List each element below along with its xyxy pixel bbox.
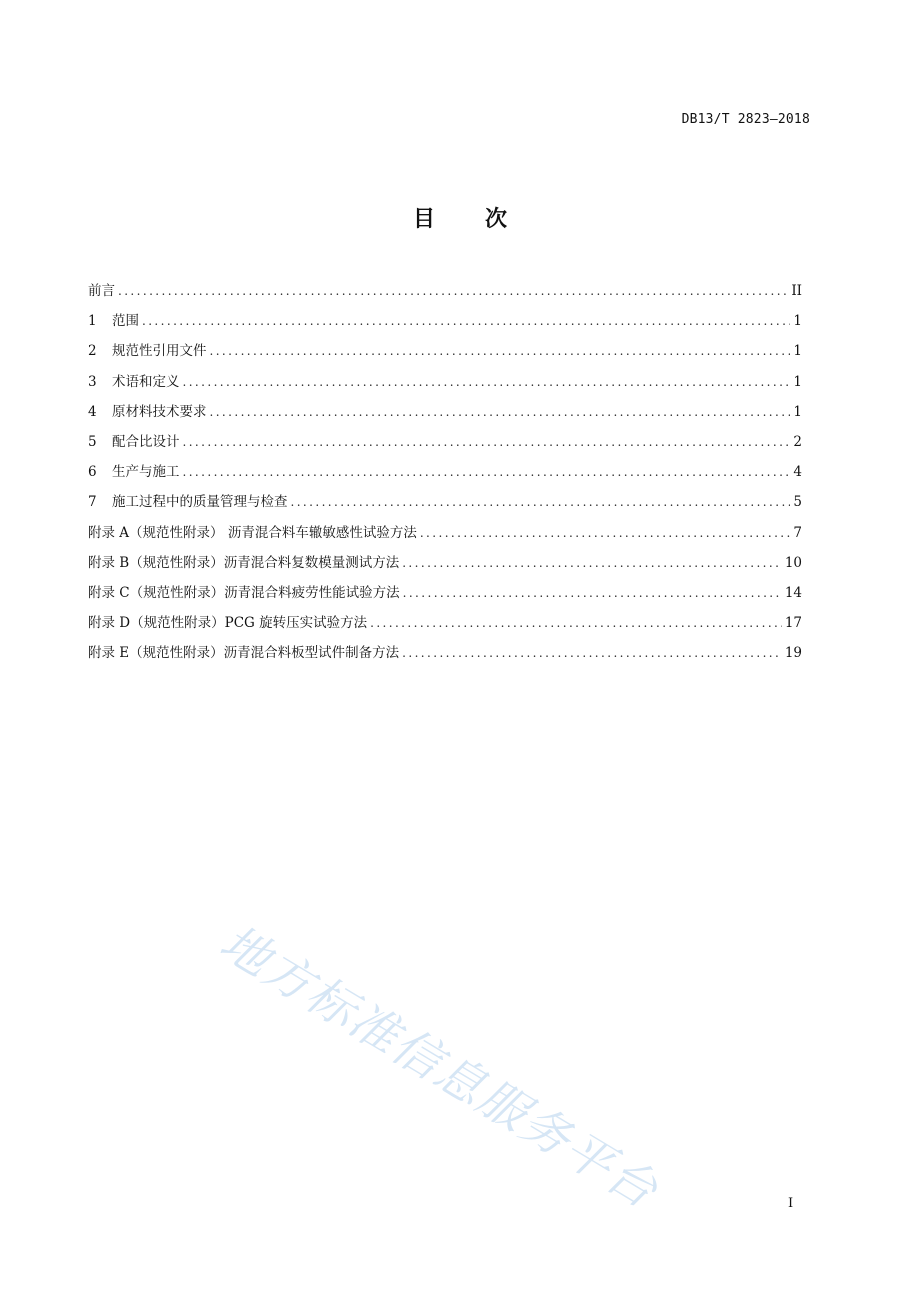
toc-entry-appendix-c[interactable]: [88, 578, 802, 608]
toc-dot-leader: [183, 427, 791, 457]
toc-entry-label: 范围: [112, 313, 139, 330]
toc-dot-leader: [402, 548, 782, 578]
toc-entry-label: 规范性引用文件: [112, 343, 207, 360]
toc-entry-quality-management[interactable]: [88, 487, 802, 517]
toc-entry-label: 配合比设计: [112, 433, 180, 450]
toc-entry-page: 1: [793, 343, 802, 360]
toc-entry-number: 4: [88, 403, 97, 420]
toc-dot-leader: [210, 336, 791, 366]
toc-entry-number: 3: [88, 373, 97, 390]
toc-entry-number: 6: [88, 464, 97, 481]
toc-entry-page: 5: [793, 494, 802, 511]
toc-entry-label: 前言: [88, 283, 115, 299]
toc-entry-label: 附录 A（规范性附录） 沥青混合料车辙敏感性试验方法: [88, 524, 417, 541]
toc-dot-leader: [420, 518, 791, 548]
toc-entry-label: 附录 E（规范性附录）沥青混合料板型试件制备方法: [88, 645, 400, 662]
toc-entry-appendix-b[interactable]: [88, 548, 802, 578]
toc-dot-leader: [402, 638, 782, 668]
toc-entry-label: 原材料技术要求: [112, 403, 207, 420]
document-code: DB13/T 2823—2018: [681, 112, 810, 127]
toc-entry-raw-materials[interactable]: [88, 397, 802, 427]
toc-entry-label: 附录 D（规范性附录）PCG 旋转压实试验方法: [88, 615, 368, 632]
toc-entry-normative-references[interactable]: [88, 336, 802, 366]
toc-entry-appendix-d[interactable]: [88, 608, 802, 638]
toc-title: [0, 202, 920, 233]
toc-title-left: 目: [412, 207, 435, 232]
toc-entry-label: 附录 B（规范性附录）沥青混合料复数模量测试方法: [88, 554, 400, 571]
toc-entry-number: 2: [88, 343, 97, 360]
toc-entry-page: 14: [784, 584, 802, 601]
toc-entry-page: 10: [784, 554, 802, 571]
toc-entry-page: 7: [793, 524, 802, 541]
watermark: 地方标准信息服务平台: [210, 914, 668, 1220]
toc-entry-number: 5: [88, 433, 97, 450]
toc-entry-label: 术语和定义: [112, 373, 180, 390]
toc-title-right: 次: [485, 207, 508, 232]
toc-dot-leader: [403, 578, 782, 608]
toc-entry-number: 1: [88, 313, 97, 330]
toc-entry-page: 1: [793, 373, 802, 390]
toc-dot-leader: [210, 397, 791, 427]
toc-entry-page: 1: [793, 313, 802, 330]
toc-entry-page: 2: [793, 433, 802, 450]
toc-entry-label: 附录 C（规范性附录）沥青混合料疲劳性能试验方法: [88, 584, 400, 601]
toc-entry-number: 7: [88, 494, 97, 511]
toc-entry-appendix-a[interactable]: [88, 518, 802, 548]
toc-dot-leader: [183, 367, 791, 397]
toc-dot-leader: [370, 608, 782, 638]
toc-entry-page: 4: [793, 464, 802, 481]
toc-entry-label: 施工过程中的质量管理与检查: [112, 494, 288, 511]
toc-entry-production-construction[interactable]: [88, 457, 802, 487]
toc-entry-page: 19: [784, 645, 802, 662]
toc-dot-leader: [142, 306, 790, 336]
toc-entry-scope[interactable]: [88, 306, 802, 336]
toc-entry-appendix-e[interactable]: [88, 638, 802, 668]
toc-entry-page: 17: [784, 615, 802, 632]
toc-entry-page: 1: [793, 403, 802, 420]
toc-list: [88, 276, 802, 668]
page-number: I: [788, 1196, 794, 1211]
toc-dot-leader: [118, 276, 788, 306]
toc-entry-mix-design[interactable]: [88, 427, 802, 457]
toc-dot-leader: [291, 487, 791, 517]
toc-entry-terms-definitions[interactable]: [88, 367, 802, 397]
toc-entry-label: 生产与施工: [112, 464, 180, 481]
toc-dot-leader: [183, 457, 791, 487]
toc-entry-foreword[interactable]: [88, 276, 802, 306]
toc-entry-page: II: [791, 283, 802, 299]
